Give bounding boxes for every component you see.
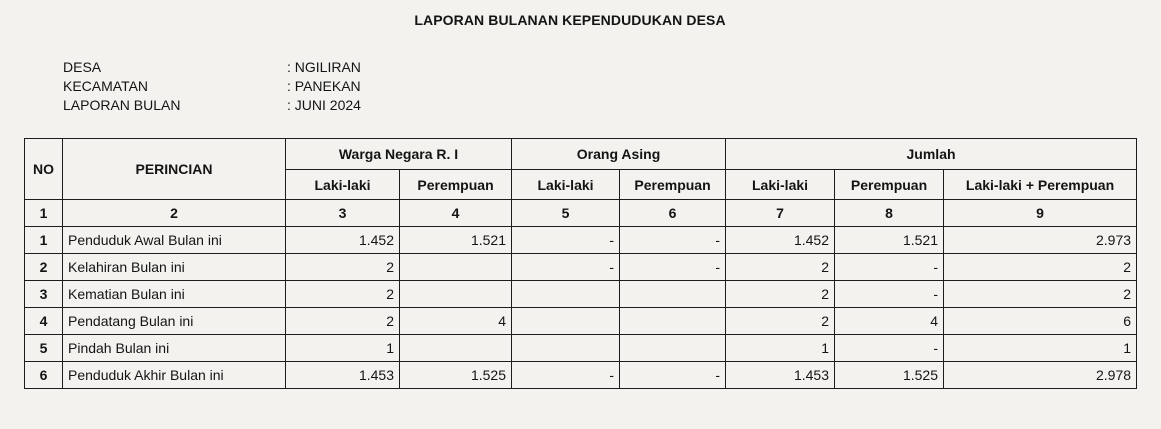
header-sub: Laki-laki + Perempuan xyxy=(944,170,1137,200)
table-cell: 1.525 xyxy=(400,362,512,389)
row-no: 2 xyxy=(25,254,63,281)
info-row-kecamatan xyxy=(63,77,361,96)
info-label: KECAMATAN xyxy=(63,78,149,94)
header-perincian: PERINCIAN xyxy=(63,139,286,200)
table-cell: 2 xyxy=(286,308,400,335)
table-cell xyxy=(512,335,620,362)
table-cell: 1 xyxy=(726,335,835,362)
table-cell: - xyxy=(512,362,620,389)
table-cell: 2.973 xyxy=(944,227,1137,254)
column-number: 2 xyxy=(63,200,286,227)
info-label: DESA xyxy=(63,59,102,75)
report-info xyxy=(63,58,361,115)
info-row-laporan-bulan xyxy=(63,96,361,115)
table-cell: 2 xyxy=(726,308,835,335)
table-cell: - xyxy=(835,254,944,281)
report-title: LAPORAN BULANAN KEPENDUDUKAN DESA xyxy=(414,12,726,28)
row-name: Penduduk Akhir Bulan ini xyxy=(63,362,286,389)
table-cell: 1.521 xyxy=(835,227,944,254)
header-row-groups xyxy=(25,139,1137,170)
row-name: Pindah Bulan ini xyxy=(63,335,286,362)
row-no: 6 xyxy=(25,362,63,389)
info-row-desa xyxy=(63,58,361,77)
table-cell: 2 xyxy=(726,281,835,308)
table-cell: 1.521 xyxy=(400,227,512,254)
population-report-table xyxy=(24,138,1137,389)
table-cell: 1.452 xyxy=(726,227,835,254)
header-sub: Laki-laki xyxy=(512,170,620,200)
row-no: 3 xyxy=(25,281,63,308)
table-cell: - xyxy=(512,254,620,281)
table-cell: 4 xyxy=(400,308,512,335)
row-no: 1 xyxy=(25,227,63,254)
column-number: 9 xyxy=(944,200,1137,227)
row-no: 5 xyxy=(25,335,63,362)
table-cell xyxy=(620,308,726,335)
table-cell: 2 xyxy=(944,254,1137,281)
table-cell: 1.525 xyxy=(835,362,944,389)
column-number: 3 xyxy=(286,200,400,227)
table-cell xyxy=(620,281,726,308)
header-sub: Laki-laki xyxy=(286,170,400,200)
table-cell: 6 xyxy=(944,308,1137,335)
header-sub: Perempuan xyxy=(400,170,512,200)
info-value: : NGILIRAN xyxy=(287,59,361,75)
header-group-jumlah: Jumlah xyxy=(726,139,1137,170)
table-row xyxy=(25,227,1137,254)
header-sub: Perempuan xyxy=(835,170,944,200)
table-cell: - xyxy=(620,227,726,254)
table-cell: 2.978 xyxy=(944,362,1137,389)
info-value: : JUNI 2024 xyxy=(287,97,361,113)
table-cell: 2 xyxy=(944,281,1137,308)
column-number: 1 xyxy=(25,200,63,227)
table-row xyxy=(25,335,1137,362)
header-sub: Laki-laki xyxy=(726,170,835,200)
table-cell: 1.453 xyxy=(726,362,835,389)
table-cell: 2 xyxy=(286,254,400,281)
table-cell xyxy=(400,281,512,308)
table-cell: 2 xyxy=(286,281,400,308)
table-cell xyxy=(620,335,726,362)
table-row xyxy=(25,362,1137,389)
table-cell: 4 xyxy=(835,308,944,335)
table-cell: 2 xyxy=(726,254,835,281)
column-number: 6 xyxy=(620,200,726,227)
table-row xyxy=(25,308,1137,335)
table-cell xyxy=(400,254,512,281)
header-sub: Perempuan xyxy=(620,170,726,200)
table-row xyxy=(25,254,1137,281)
column-number: 4 xyxy=(400,200,512,227)
table-cell: 1.452 xyxy=(286,227,400,254)
table-cell: - xyxy=(835,281,944,308)
table-row xyxy=(25,281,1137,308)
table-cell xyxy=(512,281,620,308)
table-cell: 1.453 xyxy=(286,362,400,389)
column-number: 5 xyxy=(512,200,620,227)
table-cell: - xyxy=(620,254,726,281)
row-name: Pendatang Bulan ini xyxy=(63,308,286,335)
column-number: 7 xyxy=(726,200,835,227)
column-number: 8 xyxy=(835,200,944,227)
row-no: 4 xyxy=(25,308,63,335)
column-number-row xyxy=(25,200,1137,227)
row-name: Penduduk Awal Bulan ini xyxy=(63,227,286,254)
table-cell: 1 xyxy=(286,335,400,362)
info-label: LAPORAN BULAN xyxy=(63,97,181,113)
table-cell xyxy=(512,308,620,335)
header-group-asing: Orang Asing xyxy=(512,139,726,170)
row-name: Kematian Bulan ini xyxy=(63,281,286,308)
row-name: Kelahiran Bulan ini xyxy=(63,254,286,281)
table-cell: - xyxy=(620,362,726,389)
table-cell: - xyxy=(512,227,620,254)
info-value: : PANEKAN xyxy=(287,78,361,94)
table-cell: 1 xyxy=(944,335,1137,362)
table-cell xyxy=(400,335,512,362)
header-group-wni: Warga Negara R. I xyxy=(286,139,512,170)
table-cell: - xyxy=(835,335,944,362)
header-no: NO xyxy=(25,139,63,200)
